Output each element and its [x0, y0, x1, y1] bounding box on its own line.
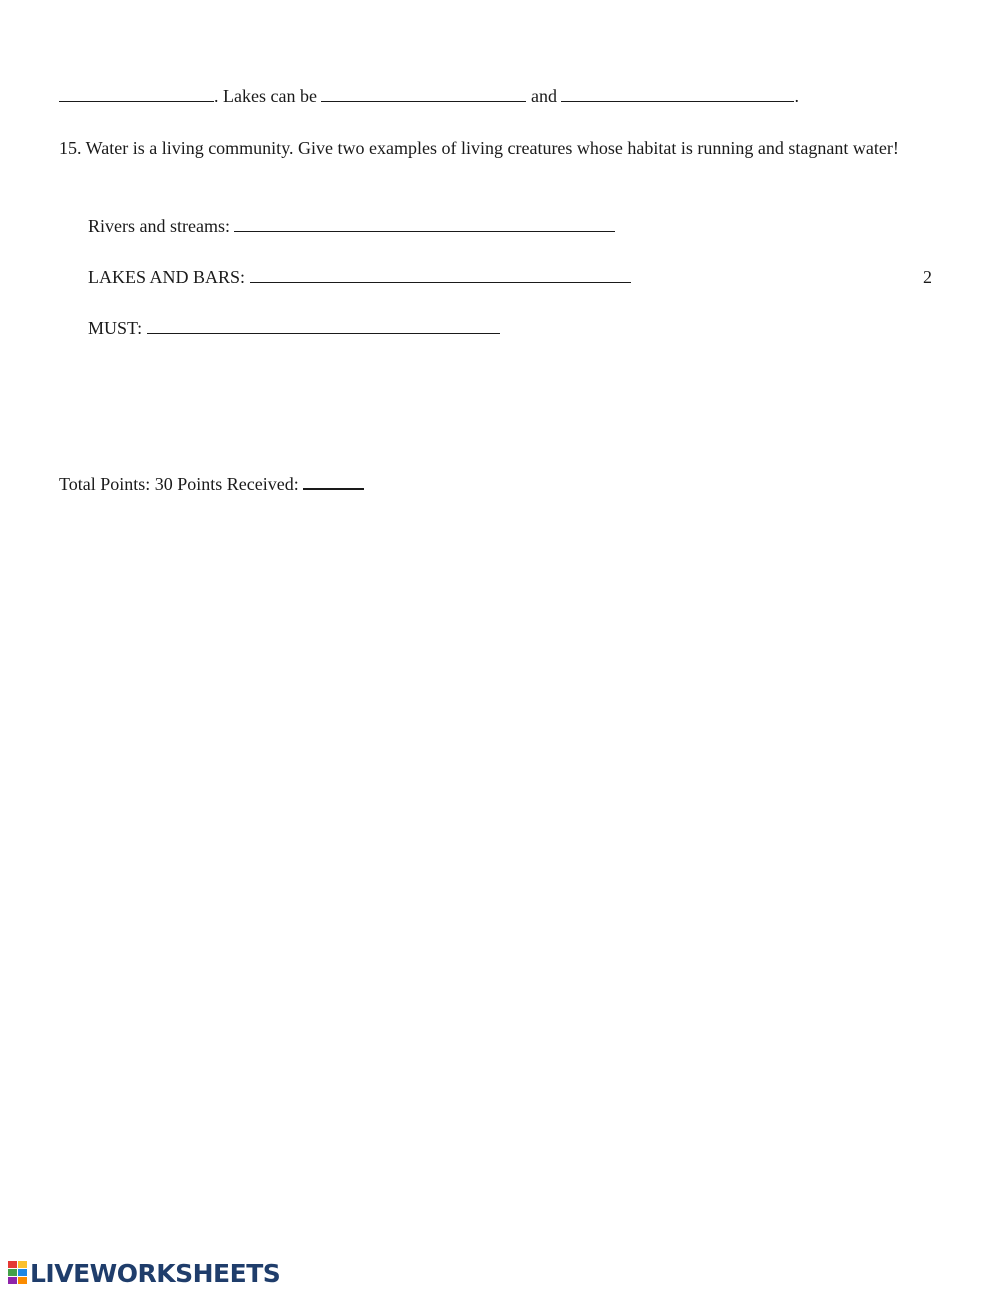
logo-block: [8, 1277, 17, 1284]
logo-block: [18, 1277, 27, 1284]
total-points-line: [59, 472, 364, 496]
lakes-answer-line: [88, 265, 631, 289]
logo-block: [8, 1261, 17, 1268]
liveworksheets-logo[interactable]: [8, 1259, 280, 1287]
lakes-answer-blank[interactable]: [250, 266, 631, 283]
and-text: and: [530, 86, 557, 106]
must-answer-line: [88, 316, 500, 340]
liveworksheets-logo-icon: [8, 1261, 28, 1285]
total-points-label: Total Points: 30 Points Received:: [59, 474, 299, 494]
rivers-answer-line: [88, 214, 615, 238]
period-text: .: [794, 86, 799, 106]
must-label: MUST:: [88, 318, 143, 338]
rivers-answer-blank[interactable]: [234, 215, 615, 232]
lakes-can-be-text: . Lakes can be: [214, 86, 317, 106]
must-answer-blank[interactable]: [147, 317, 500, 334]
fill-in-line-lakes: [59, 84, 799, 108]
logo-block: [8, 1269, 17, 1276]
lakes-label: LAKES AND BARS:: [88, 267, 246, 287]
answer-blank-2[interactable]: [321, 85, 526, 102]
points-received-blank[interactable]: [303, 472, 364, 490]
logo-block: [18, 1269, 27, 1276]
logo-block: [18, 1261, 27, 1268]
rivers-label: Rivers and streams:: [88, 216, 230, 236]
points-margin-number: 2: [923, 267, 932, 287]
answer-blank-3[interactable]: [561, 85, 794, 102]
answer-blank-1[interactable]: [59, 85, 214, 102]
question-15-text: 15. Water is a living community. Give two examples of living creatures whose habitat is running and stagnant water!: [59, 138, 899, 158]
logo-wordmark: LIVEWORKSHEETS: [30, 1258, 281, 1288]
